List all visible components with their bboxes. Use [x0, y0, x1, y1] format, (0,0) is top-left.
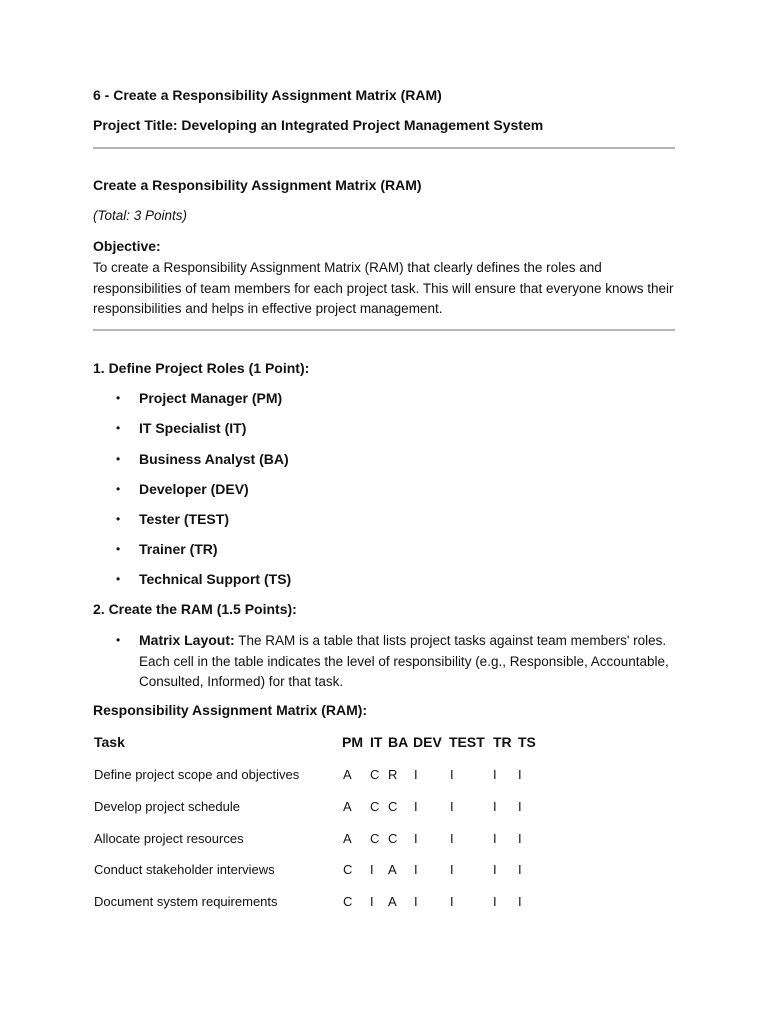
- table-cell: I: [518, 862, 522, 877]
- table-cell: A: [388, 894, 397, 909]
- bullet: •: [116, 421, 121, 435]
- objective-text: To create a Responsibility Assignment Matrix (RAM) that clearly defines the roles and responsibilities of team members for each project task. This will ensure that everyone knows their responsibilities and helps in effective project management.: [93, 260, 674, 316]
- table-cell: C: [370, 767, 380, 782]
- table-header: TS: [518, 734, 536, 750]
- table-cell: Develop project schedule: [94, 799, 240, 814]
- table-cell: I: [414, 894, 418, 909]
- list-item: Tester (TEST): [139, 511, 229, 527]
- matrix-layout-label: Matrix Layout:: [139, 632, 235, 648]
- table-cell: I: [370, 894, 374, 909]
- bullet: •: [116, 391, 121, 405]
- table-header: IT: [370, 734, 383, 750]
- bullet: •: [116, 572, 121, 586]
- table-cell: I: [450, 799, 454, 814]
- table-cell: I: [518, 799, 522, 814]
- table-cell: I: [414, 799, 418, 814]
- list-item: Project Manager (PM): [139, 390, 283, 406]
- table-cell: I: [518, 831, 522, 846]
- table-cell: C: [370, 831, 380, 846]
- table-cell: I: [450, 862, 454, 877]
- bullet: •: [116, 542, 121, 556]
- divider: [93, 147, 675, 149]
- table-cell: I: [493, 767, 497, 782]
- table-cell: Define project scope and objectives: [94, 767, 300, 782]
- table-cell: Document system requirements: [94, 894, 278, 909]
- list-item: Trainer (TR): [139, 541, 218, 557]
- table-header: Task: [94, 734, 125, 750]
- table-cell: Allocate project resources: [94, 831, 244, 846]
- table-cell: R: [388, 767, 398, 782]
- table-header: DEV: [413, 734, 442, 750]
- step1-title: 1. Define Project Roles (1 Point):: [93, 360, 310, 376]
- step2-title: 2. Create the RAM (1.5 Points):: [93, 601, 297, 617]
- table-cell: I: [493, 799, 497, 814]
- table-cell: I: [450, 831, 454, 846]
- table-cell: I: [518, 767, 522, 782]
- bullet: •: [116, 482, 121, 496]
- objective-label: Objective:: [93, 238, 161, 254]
- table-cell: I: [414, 862, 418, 877]
- list-item: IT Specialist (IT): [139, 420, 247, 436]
- matrix-layout-text: [139, 630, 679, 693]
- table-cell: I: [493, 862, 497, 877]
- table-header: PM: [342, 734, 363, 750]
- divider: [93, 329, 675, 331]
- list-item: Developer (DEV): [139, 481, 249, 497]
- bullet: •: [116, 633, 121, 647]
- table-cell: A: [343, 767, 352, 782]
- table-cell: Conduct stakeholder interviews: [94, 862, 275, 877]
- matrix-layout-description: The RAM is a table that lists project tasks against team members' roles. Each cell in the table indicates the level of responsibility (e.g., Responsible, Accountable, Consulted, Informed) for that task.: [139, 633, 669, 689]
- table-cell: C: [388, 831, 398, 846]
- table-cell: I: [450, 767, 454, 782]
- table-header: TEST: [449, 734, 485, 750]
- total-points: (Total: 3 Points): [93, 208, 188, 223]
- table-cell: I: [414, 767, 418, 782]
- section-title: Create a Responsibility Assignment Matrix (RAM): [93, 177, 422, 193]
- table-cell: I: [370, 862, 374, 877]
- bullet: •: [116, 452, 121, 466]
- table-cell: C: [343, 862, 353, 877]
- ram-title: Responsibility Assignment Matrix (RAM):: [93, 702, 368, 718]
- table-cell: A: [343, 799, 352, 814]
- table-cell: I: [450, 894, 454, 909]
- project-title: Project Title: Developing an Integrated Project Management System: [93, 117, 544, 133]
- table-header: BA: [388, 734, 409, 750]
- bullet: •: [116, 512, 121, 526]
- table-cell: I: [493, 831, 497, 846]
- table-header: TR: [493, 734, 512, 750]
- table-cell: C: [388, 799, 398, 814]
- table-cell: A: [388, 862, 397, 877]
- table-cell: C: [370, 799, 380, 814]
- page-heading: 6 - Create a Responsibility Assignment Matrix (RAM): [93, 87, 442, 103]
- table-cell: I: [493, 894, 497, 909]
- list-item: Technical Support (TS): [139, 571, 292, 587]
- table-cell: C: [343, 894, 353, 909]
- table-cell: A: [343, 831, 352, 846]
- list-item: Business Analyst (BA): [139, 451, 289, 467]
- table-cell: I: [518, 894, 522, 909]
- table-cell: I: [414, 831, 418, 846]
